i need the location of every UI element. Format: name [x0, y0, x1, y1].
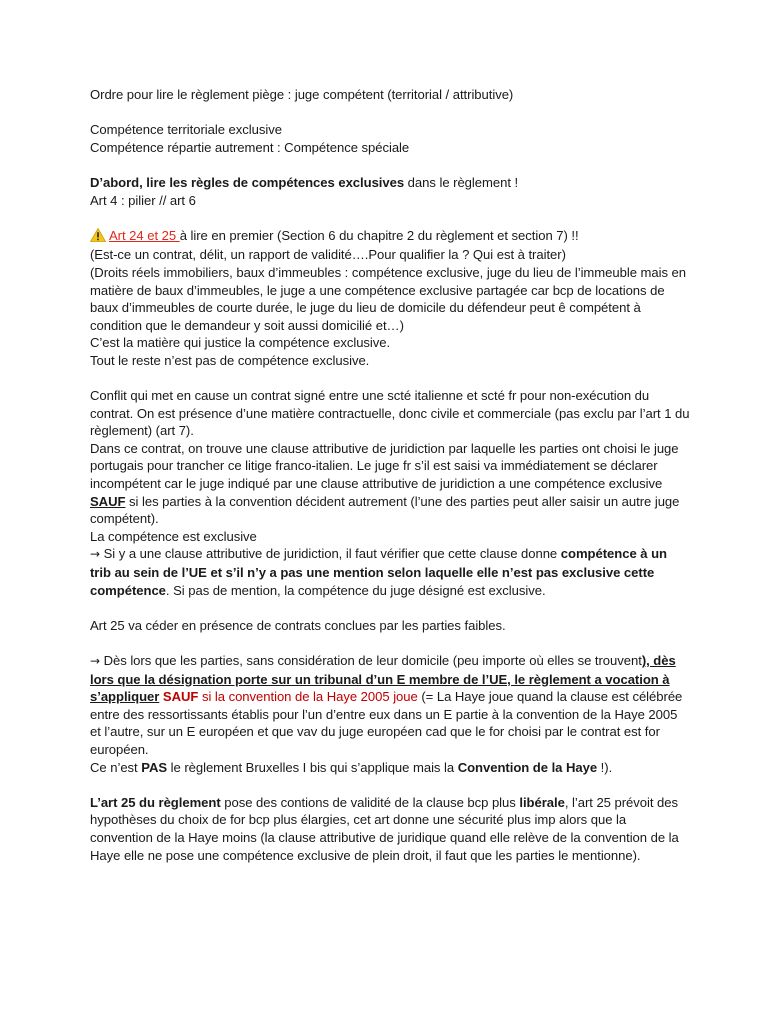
document-body	[90, 86, 690, 864]
exclusive-competence-line: Compétence territoriale exclusive	[90, 122, 282, 138]
designation-paragraph	[90, 652, 690, 759]
contract-clause-paragraph	[90, 440, 690, 528]
warning-icon	[90, 228, 106, 247]
spacer	[90, 156, 690, 174]
art25-weak-parties-line: Art 25 va céder en présence de contrats conclues par les parties faibles.	[90, 617, 506, 633]
clause-check-text: Si y a une clause attributive de juridiction, il faut vérifier que cette clause donne	[100, 546, 561, 562]
pas-bold: PAS	[141, 759, 168, 775]
liberale-bold: libérale	[519, 794, 565, 810]
clause-check-bold: compétence à un trib au sein de l’UE et s’il n’y a pas une mention selon laquelle elle n’est pas exclusive cette compétence	[90, 546, 667, 598]
real-rights-paragraph: (Droits réels immobiliers, baux d’immeubles : compétence exclusive, juge du lieu de l’immeuble mais en matière de baux d’immeubles, le juge a une compétence exclusive partagée car bcp de locations de baux d’immeubles de courte durée, le juge du lieu de domicile du défendeur peut ê compétent à condition que le demandeur y soit aussi domicilié et…)	[90, 264, 687, 333]
art24-link[interactable]: Art 24 et 25	[109, 227, 180, 243]
art25-conditions-paragraph	[90, 794, 690, 864]
not-brussels-paragraph	[90, 759, 690, 777]
heading-line: Ordre pour lire le règlement piège : juge compétent (territorial / attributive)	[90, 87, 514, 102]
haye-convention-red: si la convention de la Haye 2005 joue	[198, 689, 418, 705]
art4-line: Art 4 : pilier // art 6	[90, 192, 196, 208]
first-read-bold: D’abord, lire les règles de compétences exclusives	[90, 174, 405, 190]
contract-clause-text: Dans ce contrat, on trouve une clause attributive de juridiction par laquelle les parties ont choisi le juge portugais pour trancher ce litige franco-italien. Le juge fr s’il est saisi va immédiatement se déclarer incompétent car le juge indiqué par une clause attributive de juridiction a une compétence exclusive	[90, 440, 679, 492]
first-read-rest: dans le règlement !	[404, 174, 519, 190]
sauf-emphasis: SAUF	[90, 493, 126, 509]
spacer	[90, 104, 690, 122]
matter-line: C’est la matière qui justice la compétence exclusive.	[90, 335, 391, 351]
art25-text: pose des contions de validité de la clause bcp plus	[220, 794, 520, 810]
art24-paragraph	[90, 227, 690, 247]
hague-convention-bold: Convention de la Haye	[457, 759, 598, 775]
qualification-line: (Est-ce un contrat, délit, un rapport de validité….Pour qualifier la ? Qui est à traiter)	[90, 247, 566, 263]
clause-check-paragraph	[90, 545, 690, 599]
rest-line: Tout le reste n’est pas de compétence exclusive.	[90, 352, 370, 368]
contract-clause-text-end: si les parties à la convention décident autrement (l’une des parties peut aller saisir un autre juge compétent).	[90, 493, 680, 527]
art25-bold: L’art 25 du règlement	[90, 794, 221, 810]
first-read-paragraph	[90, 174, 690, 192]
art25-rest: , l’art 25 prévoit des hypothèses du choix de for bcp plus élargies, cet art donne une sécurité plus imp alors que la convention de la Haye moins (la clause attributive de juridique quand elle relève de la convention de la Haye elle ne pose une compétence exclusive de plein droit, il faut que les parties le mentionne).	[90, 794, 679, 863]
not-brussels-mid: le règlement Bruxelles I bis qui s’applique mais la	[167, 759, 458, 775]
spacer	[90, 599, 690, 617]
spacer	[90, 776, 690, 794]
spacer	[90, 370, 690, 388]
designation-bold-underlined: ), dès lors que la désignation porte sur un tribunal d’un E membre de l’UE, le règlement a vocation à s’appliquer	[90, 653, 676, 705]
competence-exclusive-line: La compétence est exclusive	[90, 528, 257, 544]
not-brussels-end: !).	[597, 759, 613, 775]
sauf-red: SAUF	[162, 689, 199, 705]
designation-rest: (= La Haye joue quand la clause est célébrée entre des ressortissants établis pour l’un d’entre eux dans un E partie à la convention de la Haye 2005 et l’autre, sur un E européen et que vav du juge européen cad que le for choisi par le contrat est for européen.	[90, 689, 683, 757]
arrow-right-icon: →	[90, 547, 101, 562]
not-brussels-text: Ce n’est	[90, 759, 142, 775]
designation-text: Dès lors que les parties, sans considération de leur domicile (peu importe où elles se trouvent	[100, 653, 642, 668]
arrow-right-icon: →	[90, 654, 101, 668]
spacer	[90, 209, 690, 227]
conflict-paragraph: Conflit qui met en cause un contrat signé entre une scté italienne et scté fr pour non-exécution du contrat. On est présence d’une matière contractuelle, donc civile et commerciale (pas exclu par l’art 1 du règlement) (art 7).	[90, 388, 690, 439]
spacer	[90, 634, 690, 652]
art24-rest: à lire en premier (Section 6 du chapitre 2 du règlement et section 7) !!	[179, 227, 579, 243]
special-competence-line: Compétence répartie autrement : Compétence spéciale	[90, 139, 410, 155]
clause-check-rest: . Si pas de mention, la compétence du juge désigné est exclusive.	[165, 582, 546, 598]
